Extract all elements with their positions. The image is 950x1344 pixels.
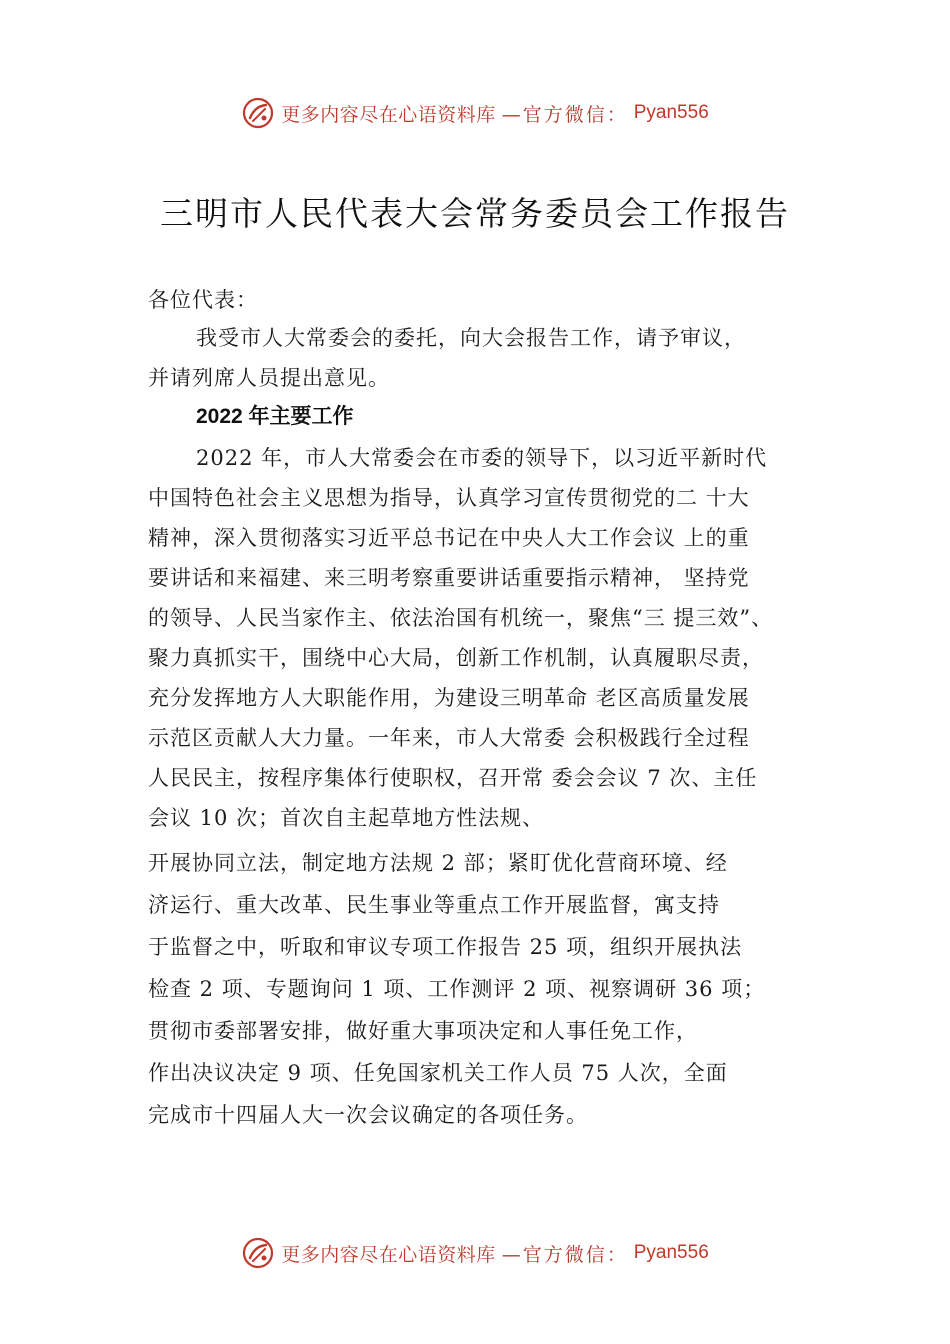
paragraph-line: 的领导、人民当家作主、依法治国有机统一，聚焦“三 提三效”、 (148, 606, 774, 630)
watermark-wechat-id: Pyan556 (633, 1242, 709, 1263)
section-heading: 2022 年主要工作 (196, 405, 354, 428)
paragraph-line: 要讲话和来福建、来三明考察重要讲话重要指示精神， 坚持党 (148, 566, 750, 590)
watermark-wechat-id: Pyan556 (633, 102, 709, 123)
paragraph-line: 我受市人大常委会的委托，向大会报告工作，请予审议， (196, 326, 746, 350)
paragraph-line: 2022 年，市人大常委会在市委的领导下，以习近平新时代 (196, 446, 768, 470)
paragraph-line: 开展协同立法，制定地方法规 2 部；紧盯优化营商环境、经 (148, 851, 728, 875)
paragraph-line: 作出决议决定 9 项、任免国家机关工作人员 75 人次，全面 (148, 1061, 728, 1085)
paragraph-line: 充分发挥地方人大职能作用，为建设三明革命 老区高质量发展 (148, 686, 750, 710)
paragraph-line: 于监督之中，听取和审议专项工作报告 25 项，组织开展执法 (148, 935, 743, 959)
watermark-text: 更多内容尽在心语资料库 (281, 1243, 496, 1266)
paragraph-line: 会议 10 次；首次自主起草地方性法规、 (148, 806, 545, 830)
paragraph-line: 中国特色社会主义思想为指导，认真学习宣传贯彻党的二 十大 (148, 486, 750, 510)
paragraph-line: 聚力真抓实干，围绕中心大局，创新工作机制，认真履职尽责， (148, 646, 764, 670)
paragraph-line: 完成市十四届人大一次会议确定的各项任务。 (148, 1103, 588, 1127)
logo-icon (241, 96, 275, 130)
watermark-header (0, 96, 950, 130)
paragraph-line: 人民民主，按程序集体行使职权，召开常 委会会议 7 次、主任 (148, 766, 758, 790)
paragraph-line: 精神，深入贯彻落实习近平总书记在中央人大工作会议 上的重 (148, 526, 750, 550)
watermark-footer (0, 1236, 950, 1270)
paragraph-line: 示范区贡献人大力量。一年来，市人大常委 会积极践行全过程 (148, 726, 750, 750)
salutation: 各位代表： (148, 288, 258, 312)
paragraph-line: 并请列席人员提出意见。 (148, 366, 390, 390)
main-paragraph (148, 438, 838, 838)
main-paragraph-continued (148, 842, 838, 1136)
paragraph-line: 济运行、重大改革、民生事业等重点工作开展监督，寓支持 (148, 893, 720, 917)
watermark-text: 更多内容尽在心语资料库 (281, 103, 496, 126)
watermark-wechat-label: —官方微信： (501, 1243, 628, 1266)
paragraph-line: 贯彻市委部署安排，做好重大事项决定和人事任免工作， (148, 1019, 698, 1043)
watermark-wechat-label: —官方微信： (501, 103, 628, 126)
document-title: 三明市人民代表大会常务委员会工作报告 (160, 194, 790, 233)
paragraph-line: 检查 2 项、专题询问 1 项、工作测评 2 项、视察调研 36 项； (148, 977, 766, 1001)
intro-paragraph (148, 318, 838, 398)
logo-icon (241, 1236, 275, 1270)
